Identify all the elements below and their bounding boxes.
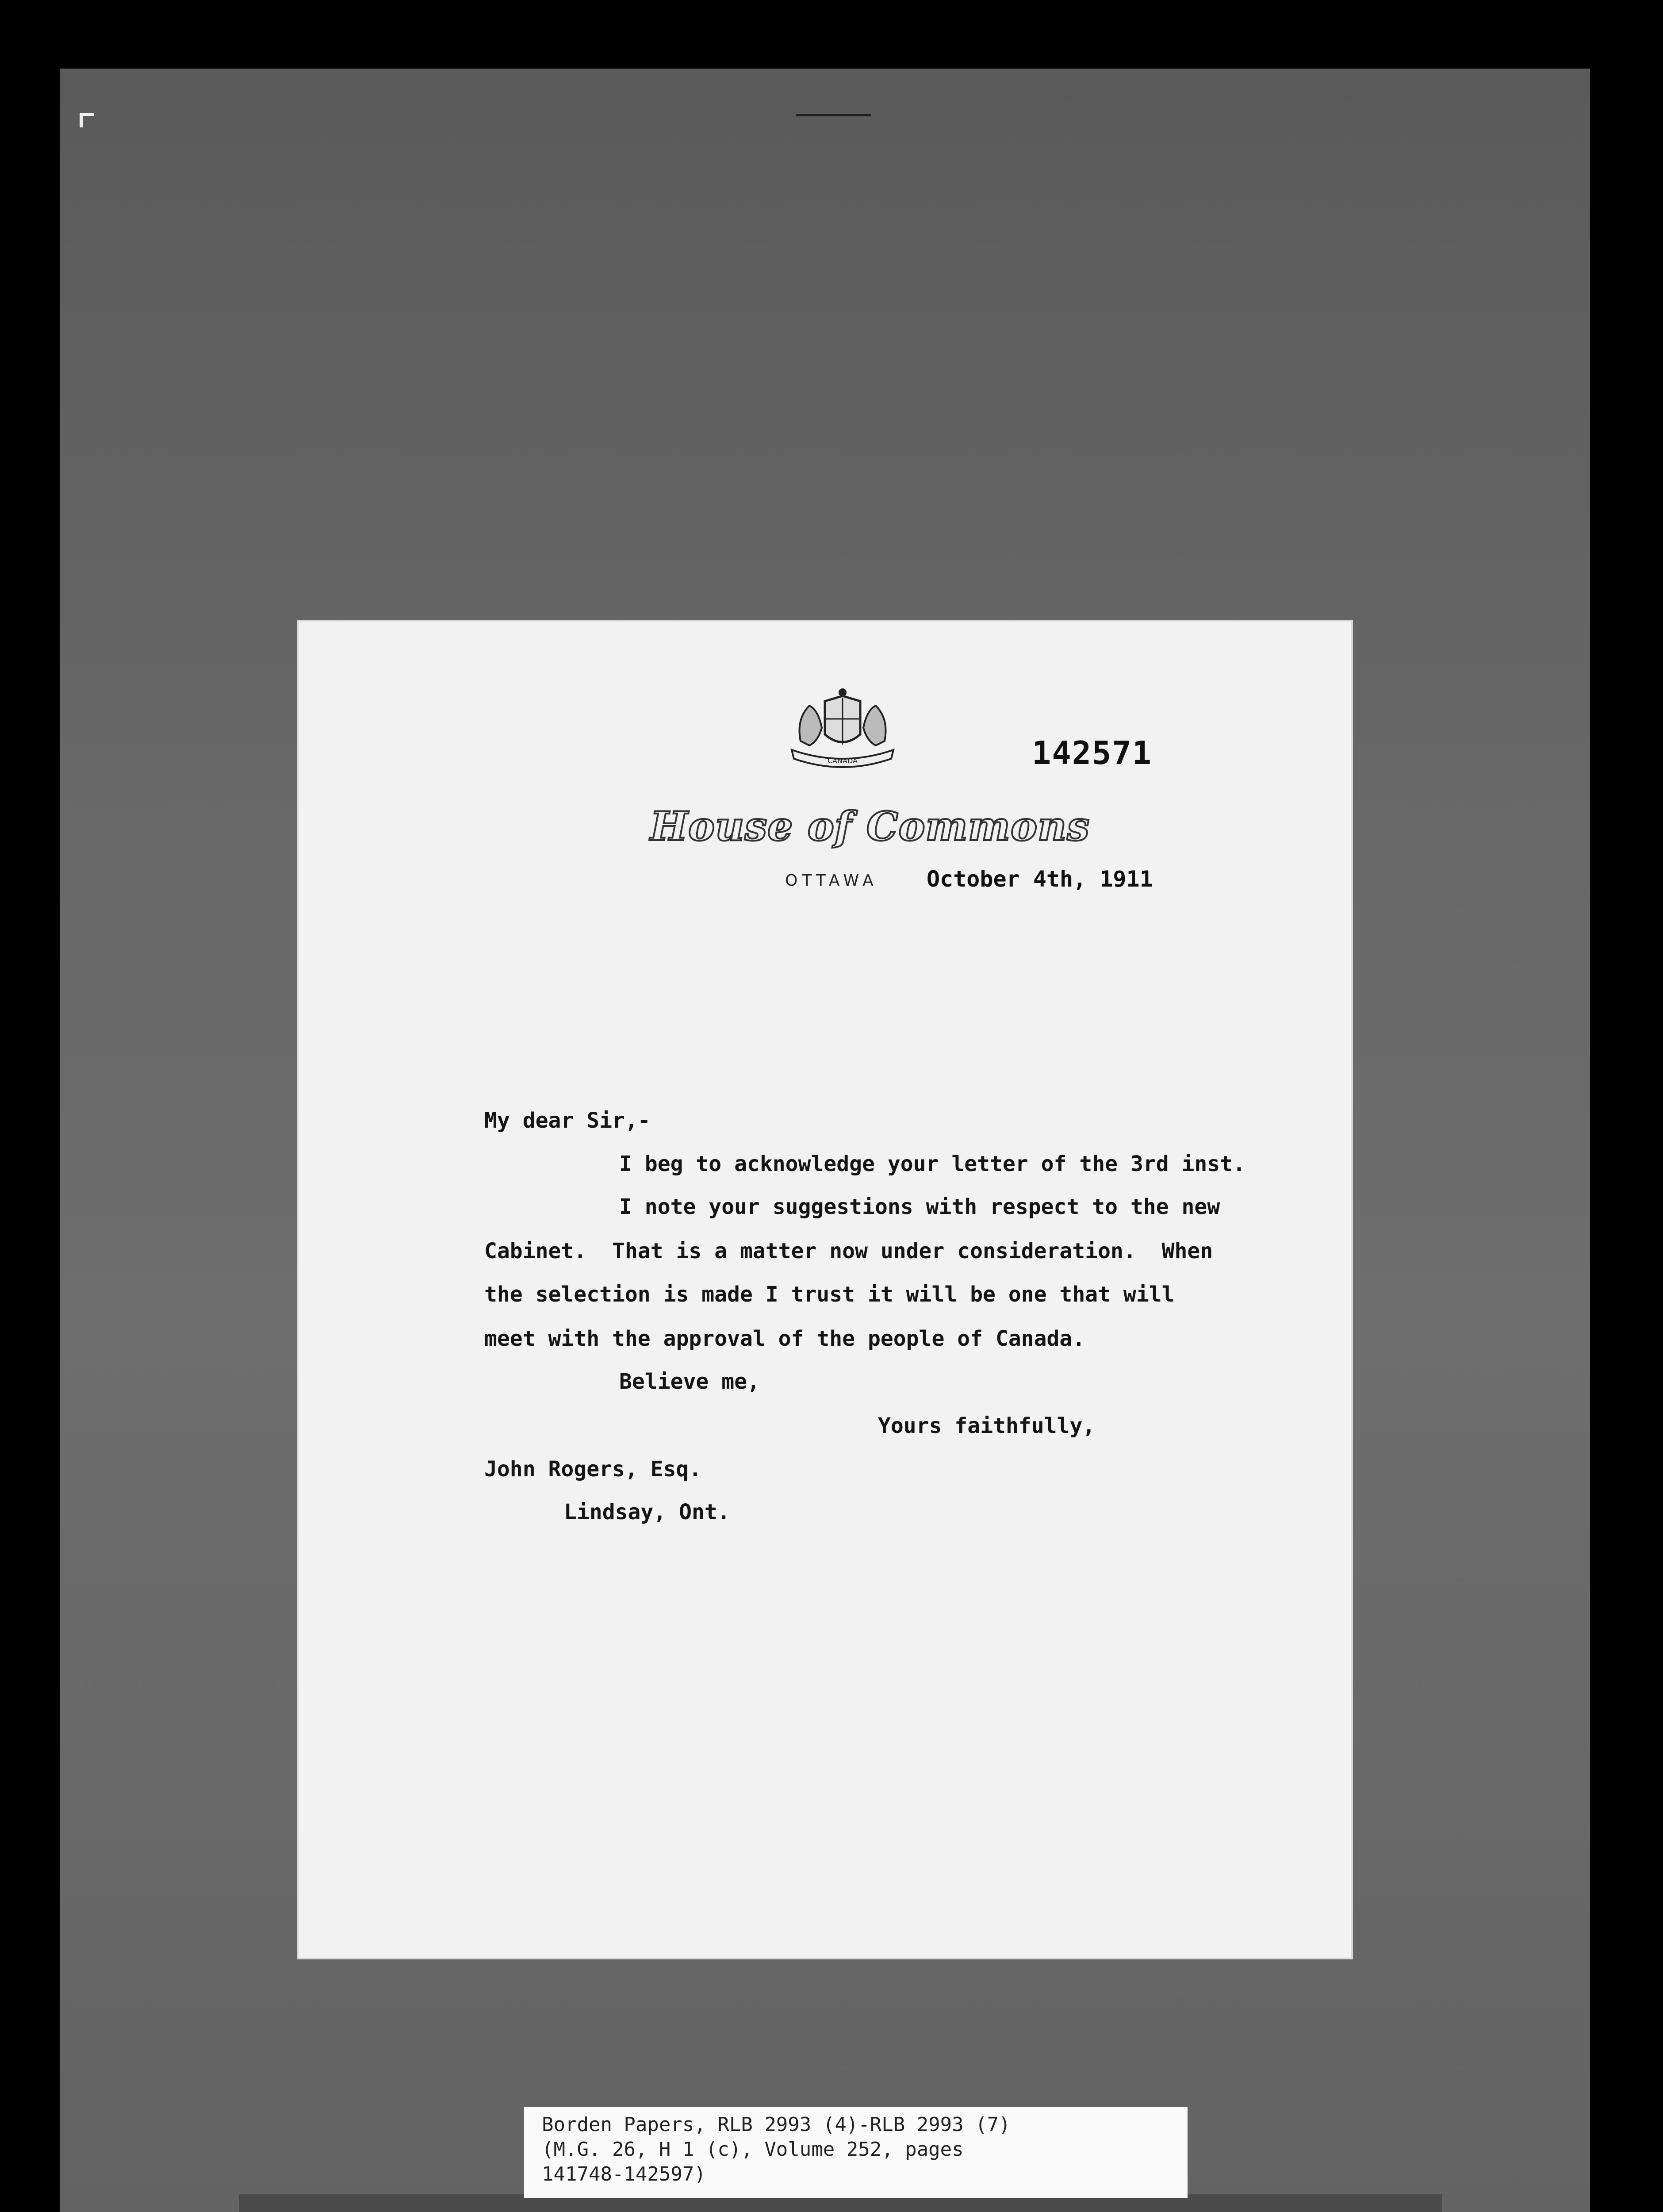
document-number: 142571: [1032, 734, 1153, 772]
salutation: My dear Sir,-: [484, 1108, 651, 1133]
closing-yours: Yours faithfully,: [878, 1413, 1096, 1438]
crest-label: CANADA: [827, 757, 858, 765]
frame-corner-mark: [80, 113, 94, 127]
letterhead-place: OTTAWA: [785, 872, 878, 890]
caption-line-3: 141748-142597): [542, 2163, 706, 2185]
recipient-name: John Rogers, Esq.: [484, 1457, 702, 1482]
letter-date: October 4th, 1911: [927, 866, 1153, 892]
letter-page: [299, 622, 1351, 1958]
archive-caption: [524, 2107, 1188, 2198]
caption-line-1: Borden Papers, RLB 2993 (4)-RLB 2993 (7): [542, 2113, 1011, 2136]
body-line-4: the selection is made I trust it will be one that will: [484, 1282, 1175, 1307]
coat-of-arms-icon: [783, 688, 902, 772]
body-line-5: meet with the approval of the people of Canada.: [484, 1326, 1085, 1351]
closing-believe: Believe me,: [619, 1369, 760, 1394]
letterhead-title: House of Commons: [650, 803, 1090, 850]
frame-top-mark: [796, 114, 871, 116]
body-line-2: I note your suggestions with respect to the new: [619, 1194, 1220, 1219]
body-line-3: Cabinet. That is a matter now under consideration. When: [484, 1239, 1213, 1263]
recipient-place: Lindsay, Ont.: [564, 1500, 730, 1525]
caption-line-2: (M.G. 26, H 1 (c), Volume 252, pages: [542, 2138, 964, 2161]
body-line-1: I beg to acknowledge your letter of the 3rd inst.: [619, 1152, 1246, 1176]
